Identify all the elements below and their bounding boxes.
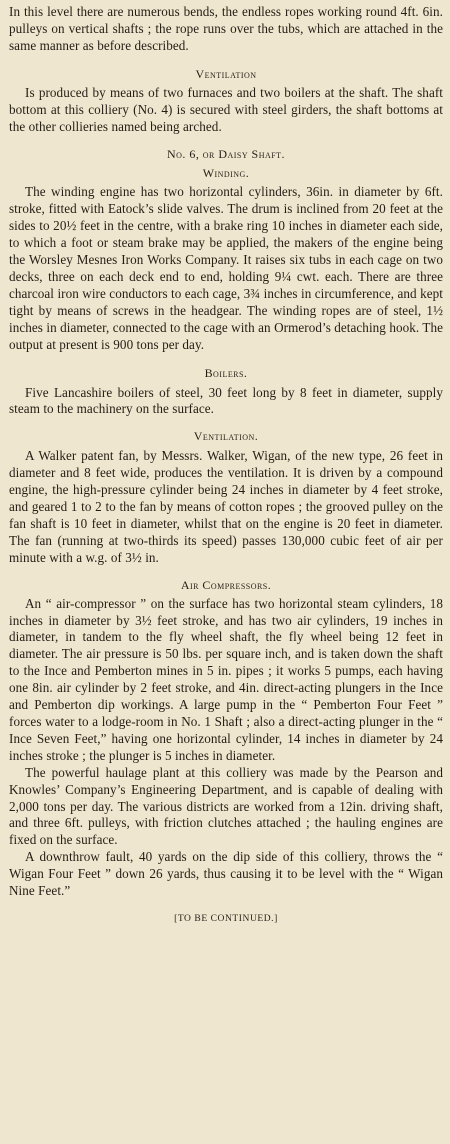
air-compressors-heading: Air Compressors.	[180, 577, 272, 592]
fan-ventilation-heading: Ventilation.	[193, 429, 259, 444]
ventilation-heading: Ventilation	[195, 66, 257, 81]
air-compressor-paragraph: An “ air-compressor ” on the surface has two horizontal steam cylinders, 18 inches in diameter by 3½ feet stroke, and has two air cylinders, 19 inches in diameter, in tandem to the fly wheel shaft, the fly wheel being 12 feet in diameter. The air pressure is 50 lbs. per square inch, and is taken down the shaft to the Ince and Pemberton mines in 5 in. pipes ; it works 5 pumps, each having one 8in. air cylinder by 2 feet stroke, and 4in. direct-acting plungers in the Ince and Pemberton dip workings. A large pump in the “ Pemberton Four Feet ” forces water to a lodge-room in No. 1 Shaft ; also a direct-acting plunger in the “ Ince Seven Feet,” having one horizontal cylinder, 14 inches in diameter by 24 inches stroke ; the plunger is 5 inches in diameter.	[9, 595, 443, 763]
boilers-paragraph: Five Lancashire boilers of steel, 30 feet long by 8 feet in diameter, supply steam to the machinery on the surface.	[9, 384, 443, 417]
winding-paragraph: The winding engine has two horizontal cylinders, 36in. in diameter by 6ft. stroke, fitted with Eatock’s slide valves. The drum is inclined from 20 feet at the sides to 20½ feet in the centre, with a brake ring 10 inches in diameter each side, to which a foot or steam brake may be applied, the makers of the engine being the Worsley Mesnes Iron Works Company. It raises six tubs in each cage on two decks, three on each deck end to end, holding 9¼ cwt. each. There are three charcoal iron wire conductors to each cage, 3¾ inches in circumference, and kept tight by means of screws in the headgear. The winding ropes are of steel, 1½ inches in diameter, connected to the cage with an Ormerod’s detaching hook. The output at present is 900 tons per day.	[9, 184, 443, 352]
continued-note: [TO BE CONTINUED.]	[174, 913, 278, 924]
fault-paragraph: A downthrow fault, 40 yards on the dip side of this colliery, throws the “ Wigan Four Feet ” down 26 yards, thus causing it to be level with the “ Wigan Nine Feet.”	[9, 849, 443, 899]
fan-ventilation-paragraph: A Walker patent fan, by Messrs. Walker, Wigan, of the new type, 26 feet in diameter and 8 feet wide, produces the ventilation. It is driven by a compound engine, the high-pressure cylinder being 24 inches in diameter by 4 feet stroke, and geared 1 to 2 to the fan by means of cotton ropes ; the grooved pulley on the fan shaft is 10 feet in diameter, whilst that on the engine is 20 feet in diameter. The fan (running at two-thirds its speed) passes 130,000 cubic feet of air per minute with a w.g. of 3½ in.	[9, 448, 443, 565]
winding-heading: Winding.	[202, 166, 250, 181]
boilers-heading: Boilers.	[204, 365, 248, 380]
shaft-heading: No. 6, or Daisy Shaft.	[166, 147, 285, 162]
intro-paragraph: In this level there are numerous bends, the endless ropes working round 4ft. 6in. pulleys on vertical shafts ; the rope runs over the tubs, which are attached in the same manner as before described.	[9, 4, 443, 53]
haulage-paragraph: The powerful haulage plant at this colliery was made by the Pearson and Knowles’ Company’s Engineering Department, and is capable of dealing with 2,000 tons per day. The various districts are worked from a 12in. driving shaft, and three 6ft. pulleys, with friction clutches attached ; the hauling engines are fixed on the surface.	[9, 764, 443, 848]
ventilation-paragraph: Is produced by means of two furnaces and two boilers at the shaft. The shaft bottom at this colliery (No. 4) is secured with steel girders, the shaft bottoms at the other collieries named being arched.	[9, 84, 443, 134]
